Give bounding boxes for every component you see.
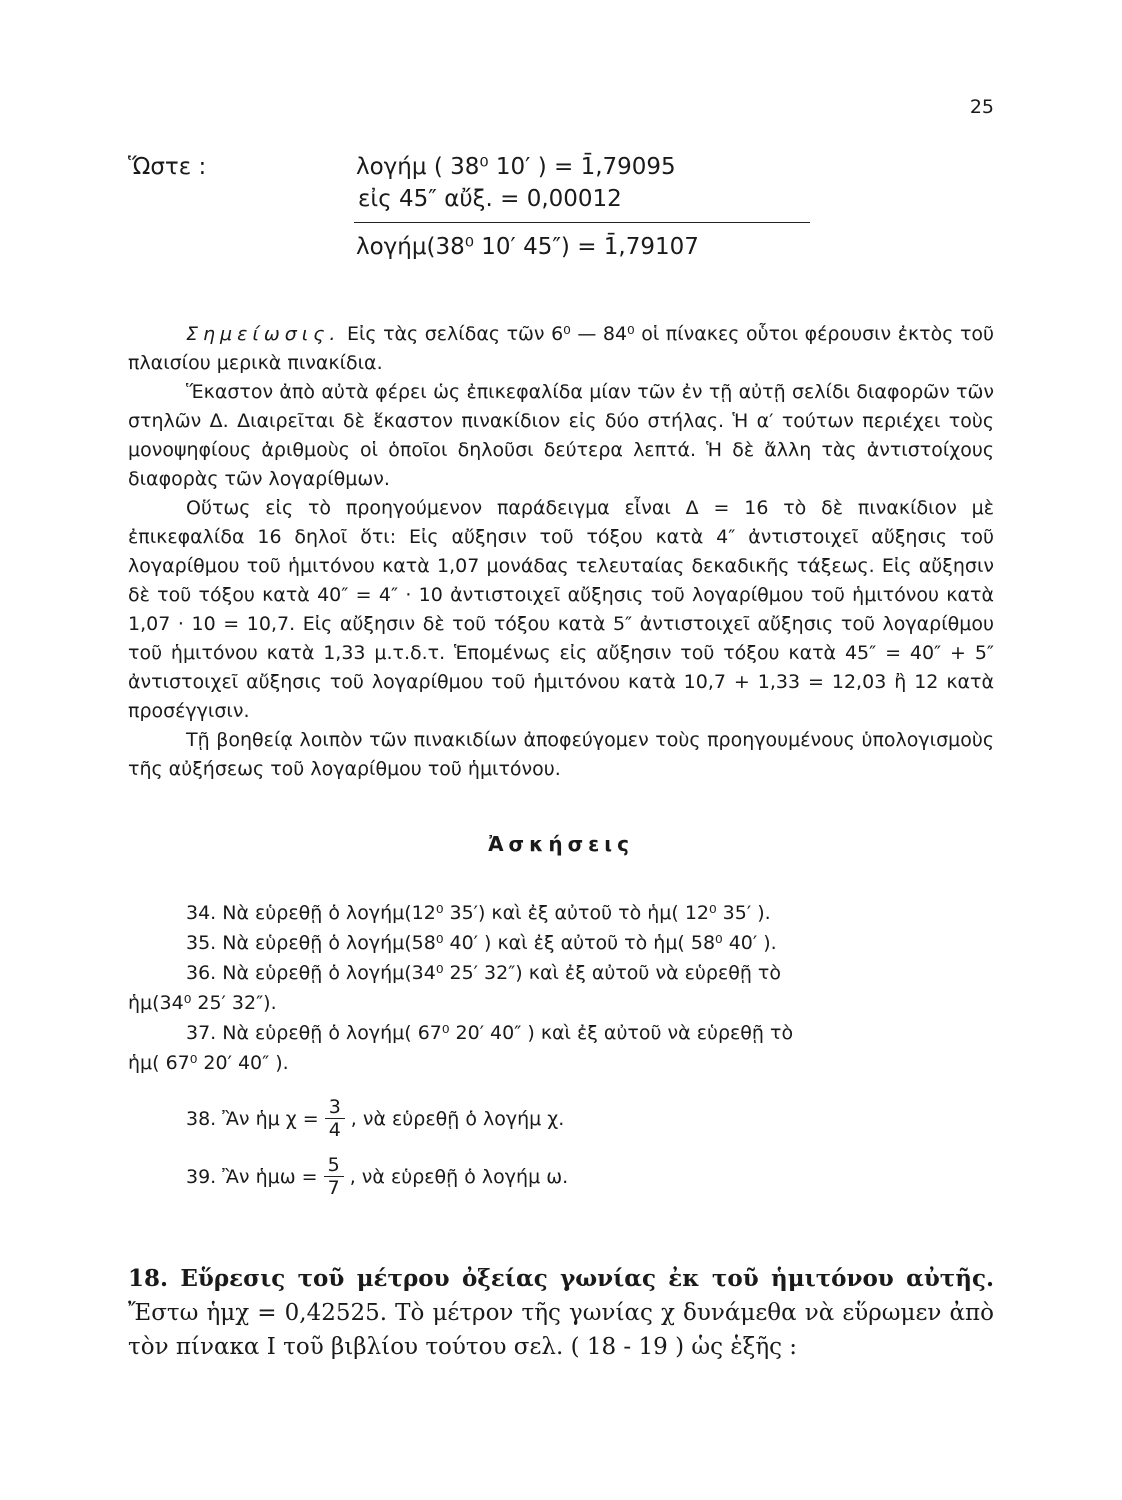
calc-line-3: λογήμ(38⁰ 10′ 45″) = 1̄,79107 [356,234,699,260]
exercise-39-post: , νὰ εὑρεθῇ ὁ λογήμ ω. [349,1165,569,1188]
page-number: 25 [969,96,994,118]
fraction-numerator: 3 [325,1096,345,1119]
note-paragraph-3: Οὕτως εἰς τὸ προηγούμενον παράδειγμα εἶναι Δ = 16 τὸ δὲ πινακίδιον μὲ ἐπικεφαλίδα 16 δηλοῖ ὅτι: Εἰς αὔξησιν τοῦ τόξου κατὰ 4″ ἀντιστοιχεῖ αὔξησις τοῦ λογαρίθμου τοῦ ἡμιτόνου κατὰ 1,07 μονάδας τελευταίας δεκαδικῆς τάξεως. Εἰς αὔξησιν δὲ τοῦ τόξου κατὰ 40″ = 4″ · 10 ἀντιστοιχεῖ αὔξησις τοῦ λογαρίθμου τοῦ ἡμιτόνου κατὰ 1,07 · 10 = 10,7. Εἰς αὔξησιν δὲ τοῦ τόξου κατὰ 5″ ἀντιστοιχεῖ αὔξησις τοῦ λογαρίθμου τοῦ ἡμιτόνου κατὰ 1,33 μ.τ.δ.τ. Ἑπομένως εἰς αὔξησιν τοῦ τόξου κατὰ 45″ = 40″ + 5″ ἀντιστοιχεῖ αὔξησις τοῦ λογαρίθμου τοῦ ἡμιτόνου κατὰ 10,7 + 1,33 = 12,03 ἢ 12 κατὰ προσέγγισιν. [128,497,994,722]
fraction-3-4 [325,1096,345,1141]
exercise-36: 36. Νὰ εὑρεθῇ ὁ λογήμ(34⁰ 25′ 32″) καὶ ἐξ αὐτοῦ νὰ εὑρεθῇ τὸ [186,962,781,984]
exercise-list [128,898,994,1078]
section-18 [128,1262,994,1364]
section-18-heading: 18. Εὕρεσις τοῦ μέτρου ὀξείας γωνίας ἐκ τοῦ ἡμιτόνου αὐτῆς. [128,1265,994,1292]
fraction-denominator: 4 [328,1119,341,1141]
fraction-numerator: 5 [324,1154,344,1177]
exercise-39-pre: 39. Ἂν ἡμω = [186,1165,318,1188]
note-text-1: Εἰς τὰς σελίδας τῶν 6⁰ — 84⁰ οἱ πίνακες οὗτοι φέρουσιν ἐκτὸς τοῦ πλαισίου μερικὰ πινακίδια. [128,323,994,374]
calc-line-1: λογήμ ( 38⁰ 10′ ) = 1̄,79095 [356,154,676,180]
note-section [128,320,994,784]
fraction-5-7 [324,1154,344,1199]
exercise-37-cont: ἡμ( 67⁰ 20′ 40″ ). [128,1052,289,1074]
exercise-36-cont: ἡμ(34⁰ 25′ 32″). [128,992,277,1014]
exercise-38-pre: 38. Ἂν ἡμ χ = [186,1107,319,1130]
exercise-34: 34. Νὰ εὑρεθῇ ὁ λογήμ(12⁰ 35′) καὶ ἐξ αὐτοῦ τὸ ἡμ( 12⁰ 35′ ). [186,902,771,924]
note-paragraph-4: Τῇ βοηθείᾳ λοιπὸν τῶν πινακιδίων ἀποφεύγομεν τοὺς προηγουμένους ὑπολογισμοὺς τῆς αὐξήσεως τοῦ λογαρίθμου τοῦ ἡμιτόνου. [128,729,994,780]
note-label: Σημείωσις. [186,323,341,345]
exercise-39 [186,1154,568,1199]
calc-lead: Ὥστε : [128,154,207,180]
exercise-38-post: , νὰ εὑρεθῇ ὁ λογήμ χ. [350,1107,565,1130]
exercise-35: 35. Νὰ εὑρεθῇ ὁ λογήμ(58⁰ 40′ ) καὶ ἐξ αὐτοῦ τὸ ἡμ( 58⁰ 40′ ). [186,932,777,954]
section-18-text: Ἔστω ἡμχ = 0,42525. Τὸ μέτρον τῆς γωνίας χ δυνάμεθα νὰ εὕρωμεν ἀπὸ τὸν πίνακα Ι τοῦ βιβλίου τούτου σελ. ( 18 - 19 ) ὡς ἑξῆς : [128,1300,994,1360]
fraction-denominator: 7 [327,1177,340,1199]
calc-line-2: εἰς 45″ αὔξ. = 0,00012 [358,186,622,212]
calc-sum-rule [354,222,810,223]
exercises-title: Ἀσκήσεις [488,832,634,856]
exercise-38 [186,1096,564,1141]
exercise-37: 37. Νὰ εὑρεθῇ ὁ λογήμ( 67⁰ 20′ 40″ ) καὶ ἐξ αὐτοῦ νὰ εὑρεθῇ τὸ [186,1022,794,1044]
note-paragraph-1 [128,320,994,378]
note-paragraph-2: Ἕκαστον ἀπὸ αὐτὰ φέρει ὡς ἐπικεφαλίδα μίαν τῶν ἐν τῇ αὐτῇ σελίδι διαφορῶν τῶν στηλῶν Δ. Διαιρεῖται δὲ ἕκαστον πινακίδιον εἰς δύο στήλας. Ἡ α′ τούτων περιέχει τοὺς μονοψηφίους ἀριθμοὺς οἱ ὁποῖοι δηλοῦσι δεύτερα λεπτά. Ἡ δὲ ἄλλη τὰς ἀντιστοίχους διαφορὰς τῶν λογαρίθμων. [128,381,994,490]
